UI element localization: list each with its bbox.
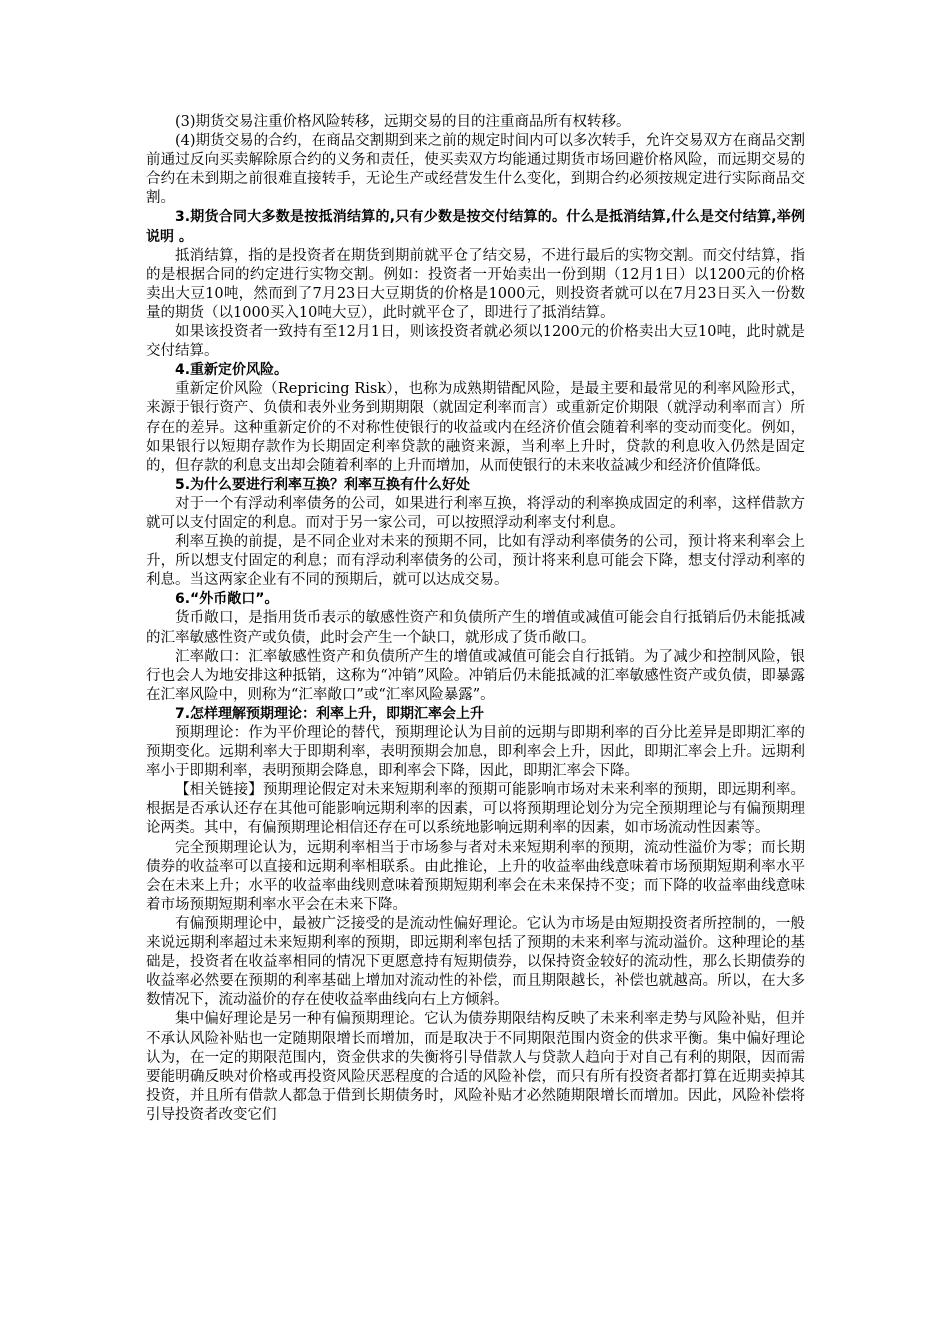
paragraph-19: 集中偏好理论是另一种有偏预期理论。它认为债券期限结构反映了未来利率走势与风险补贴，但并不承认风险补贴也一定随期限增长而增加，而是取决于不同期限范围内资金的供求平衡。集中偏好理论认为，在一定的期限范围内，资金供求的失衡将引导借款人与贷款人趋向于对自己有利的期限，因而需要能明确反映对价格或再投资风险厌恶程度的合适的风险补偿，而只有所有投资者都打算在近期卖掉其投资，并且所有借款人都急于借到长期债务时，风险补贴才必然随期限增长而增加。因此，风险补偿将引导投资者改变它们 xyxy=(146,1011,805,1123)
paragraph-1: (3)期货交易注重价格风险转移，远期交易的目的注重商品所有权转移。 xyxy=(175,114,631,130)
heading-6: 4.重新定价风险。 xyxy=(175,362,289,379)
paragraph-2: (4)期货交易的合约，在商品交割期到来之前的规定时间内可以多次转手，允许交易双方在商品交割前通过反向买卖解除原合约的义务和责任，使买卖双方均能通过期货市场回避价格风险，而远期交易的合约在未到期之前很难直接转手，无论生产或经营发生什么变化，到期合约必须按规定进行实际商品交割。 xyxy=(146,133,805,207)
heading-8: 5.为什么要进行利率互换？利率互换有什么好处 xyxy=(175,476,471,493)
paragraph-15: 预期理论：作为平价理论的替代，预期理论认为目前的远期与即期利率的百分比差异是即期汇率的预期变化。远期利率大于即期利率，表明预期会加息，即利率会上升，因此，即期汇率会上升。远期利率小于即期利率，表明预期会降息，即利率会下降，因此，即期汇率会下降。 xyxy=(146,725,805,780)
document-body xyxy=(146,113,805,1125)
heading-11: 6.“外币敞口”。 xyxy=(175,591,279,608)
paragraph-12: 货币敞口，是指用货币表示的敏感性资产和负债所产生的增值或减值可能会自行抵销后仍未能抵减的汇率敏感性资产或负债，此时会产生一个缺口，就形成了货币敞口。 xyxy=(146,610,805,646)
paragraph-13: 汇率敞口：汇率敏感性资产和负债所产生的增值或减值可能会自行抵销。为了减少和控制风险，银行也会人为地安排这种抵销，这称为“冲销”风险。冲销后仍未能抵减的汇率敏感性资产或负债，即暴露在汇率风险中，则称为“汇率敞口”或“汇率风险暴露”。 xyxy=(146,648,805,703)
heading-14: 7.怎样理解预期理论：利率上升，即期汇率会上升 xyxy=(175,705,485,722)
paragraph-4: 抵消结算，指的是投资者在期货到期前就平仓了结交易，不进行最后的实物交割。而交付结算，指的是根据合同的约定进行实物交割。例如：投资者一开始卖出一份到期（12月1日）以1200元的价格卖出大豆10吨，然而到了7月23日大豆期货的价格是1000元，则投资者就可以在7月23日买入一份数量的期货（以1000买入10吨大豆），此时就平仓了，即进行了抵消结算。 xyxy=(146,247,805,321)
paragraph-16: 【相关链接】预期理论假定对未来短期利率的预期可能影响市场对未来利率的预期，即远期利率。根据是否承认还存在其他可能影响远期利率的因素，可以将预期理论划分为完全预期理论与有偏预期理论两类。其中，有偏预期理论相信还存在可以系统地影响远期利率的因素，如市场流动性因素等。 xyxy=(146,782,805,837)
paragraph-5: 如果该投资者一致持有至12月1日，则该投资者就必须以1200元的价格卖出大豆10吨，此时就是交付结算。 xyxy=(146,324,805,360)
paragraph-10: 利率互换的前提，是不同企业对未来的预期不同，比如有浮动利率债务的公司，预计将来利率会上升，所以想支付固定的利息；而有浮动利率债务的公司，预计将来利息可能会下降，想支付浮动利率的利息。当这两家企业有不同的预期后，就可以达成交易。 xyxy=(146,534,805,589)
paragraph-17: 完全预期理论认为，远期利率相当于市场参与者对未来短期利率的预期，流动性溢价为零；而长期债券的收益率可以直接和远期利率相联系。由此推论，上升的收益率曲线意味着市场预期短期利率水平会在未来上升；水平的收益率曲线则意味着预期短期利率会在未来保持不变；而下降的收益率曲线意味着市场预期短期利率水平会在未来下降。 xyxy=(146,839,805,913)
paragraph-9: 对于一个有浮动利率债务的公司，如果进行利率互换，将浮动的利率换成固定的利率，这样借款方就可以支付固定的利息。而对于另一家公司，可以按照浮动利率支付利息。 xyxy=(146,495,805,531)
heading-3: 3.期货合同大多数是按抵消结算的,只有少数是按交付结算的。什么是抵消结算,什么是交付结算,举例说明 。 xyxy=(146,209,805,245)
paragraph-18: 有偏预期理论中，最被广泛接受的是流动性偏好理论。它认为市场是由短期投资者所控制的，一般来说远期利率超过未来短期利率的预期，即远期利率包括了预期的未来利率与流动溢价。这种理论的基础是，投资者在收益率相同的情况下更愿意持有短期债券，以保持资金较好的流动性，那么长期债券的收益率必然要在预期的利率基础上增加对流动性的补偿，而且期限越长，补偿也就越高。所以，在大多数情况下，流动溢价的存在使收益率曲线向右上方倾斜。 xyxy=(146,915,805,1009)
paragraph-7: 重新定价风险（Repricing Risk），也称为成熟期错配风险，是最主要和最常见的利率风险形式，来源于银行资产、负债和表外业务到期期限（就固定利率而言）或重新定价期限（就浮动利率而言）所存在的差异。这种重新定价的不对称性使银行的收益或内在经济价值会随着利率的变动而变化。例如，如果银行以短期存款作为长期固定利率贷款的融资来源，当利率上升时，贷款的利息收入仍然是固定的，但存款的利息支出却会随着利率的上升而增加，从而使银行的未来收益减少和经济价值降低。 xyxy=(146,381,805,474)
